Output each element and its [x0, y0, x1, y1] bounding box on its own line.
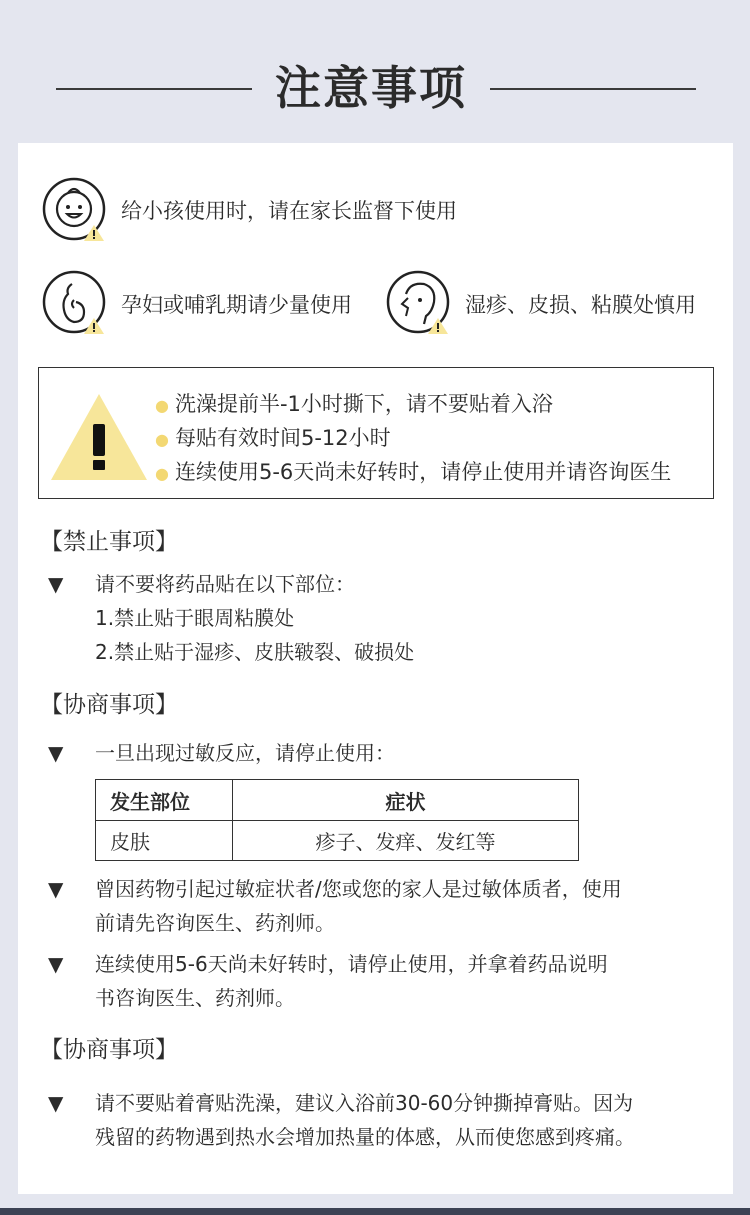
consult-note-3: 请不要贴着膏贴洗澡，建议入浴前30-60分钟撕掉膏贴。因为 残留的药物遇到热水会增加热量的体感，从而使您感到疼痛。 — [95, 1091, 635, 1149]
consult-note-1: 曾因药物引起过敏症状者/您或您的家人是过敏体质者，使用 前请先咨询医生、药剂师。 — [95, 877, 622, 935]
page-title: 注意事项 — [275, 61, 467, 115]
triangle-bullet-icon: ▼ — [48, 877, 64, 901]
symptom-table — [95, 779, 579, 861]
section-title-consult-2: 【协商事项】 — [40, 1037, 178, 1063]
pregnant-warning-icon — [42, 270, 108, 336]
content-card — [18, 143, 733, 1194]
notice-item: ● 每贴有效时间5-12小时 — [155, 426, 391, 450]
table-header-symptom: 症状 — [233, 780, 579, 821]
child-warning-icon — [42, 177, 108, 243]
notice-list — [155, 388, 671, 490]
bullet-dot-icon: ● — [155, 464, 169, 483]
triangle-bullet-icon: ▼ — [48, 952, 64, 976]
warning-triangle-icon — [51, 394, 147, 480]
warning-text-face: 湿疹、皮损、粘膜处慎用 — [465, 293, 696, 317]
consult-note-2: 连续使用5-6天尚未好转时，请停止使用，并拿着药品说明 书咨询医生、药剂师。 — [95, 952, 608, 1010]
triangle-bullet-icon: ▼ — [48, 572, 64, 596]
title-rule-left — [56, 88, 252, 90]
consult-lead: 一旦出现过敏反应，请停止使用： — [95, 741, 395, 765]
header — [0, 0, 750, 143]
table-cell-location: 皮肤 — [96, 821, 233, 861]
bottom-bar — [0, 1208, 750, 1215]
section-title-consult: 【协商事项】 — [40, 692, 178, 718]
notice-item: ● 洗澡提前半-1小时撕下，请不要贴着入浴 — [155, 392, 553, 416]
warning-text-pregnant: 孕妇或哺乳期请少量使用 — [121, 293, 352, 317]
triangle-bullet-icon: ▼ — [48, 741, 64, 765]
bullet-dot-icon: ● — [155, 430, 169, 449]
section-title-forbidden: 【禁止事项】 — [40, 529, 178, 555]
table-row — [96, 821, 579, 861]
notice-item: ● 连续使用5-6天尚未好转时，请停止使用并请咨询医生 — [155, 460, 672, 484]
bullet-dot-icon: ● — [155, 396, 169, 415]
warning-text-child: 给小孩使用时，请在家长监督下使用 — [121, 199, 457, 223]
face-warning-icon — [386, 270, 452, 336]
table-header-location: 发生部位 — [96, 780, 233, 821]
notice-box — [38, 367, 714, 499]
table-cell-symptom: 疹子、发痒、发红等 — [233, 821, 579, 861]
triangle-bullet-icon: ▼ — [48, 1091, 64, 1115]
forbidden-text: 请不要将药品贴在以下部位： 1.禁止贴于眼周粘膜处 2.禁止贴于湿疹、皮肤皲裂、破损处 — [95, 572, 415, 664]
title-rule-right — [490, 88, 696, 90]
table-header-row — [96, 780, 579, 821]
